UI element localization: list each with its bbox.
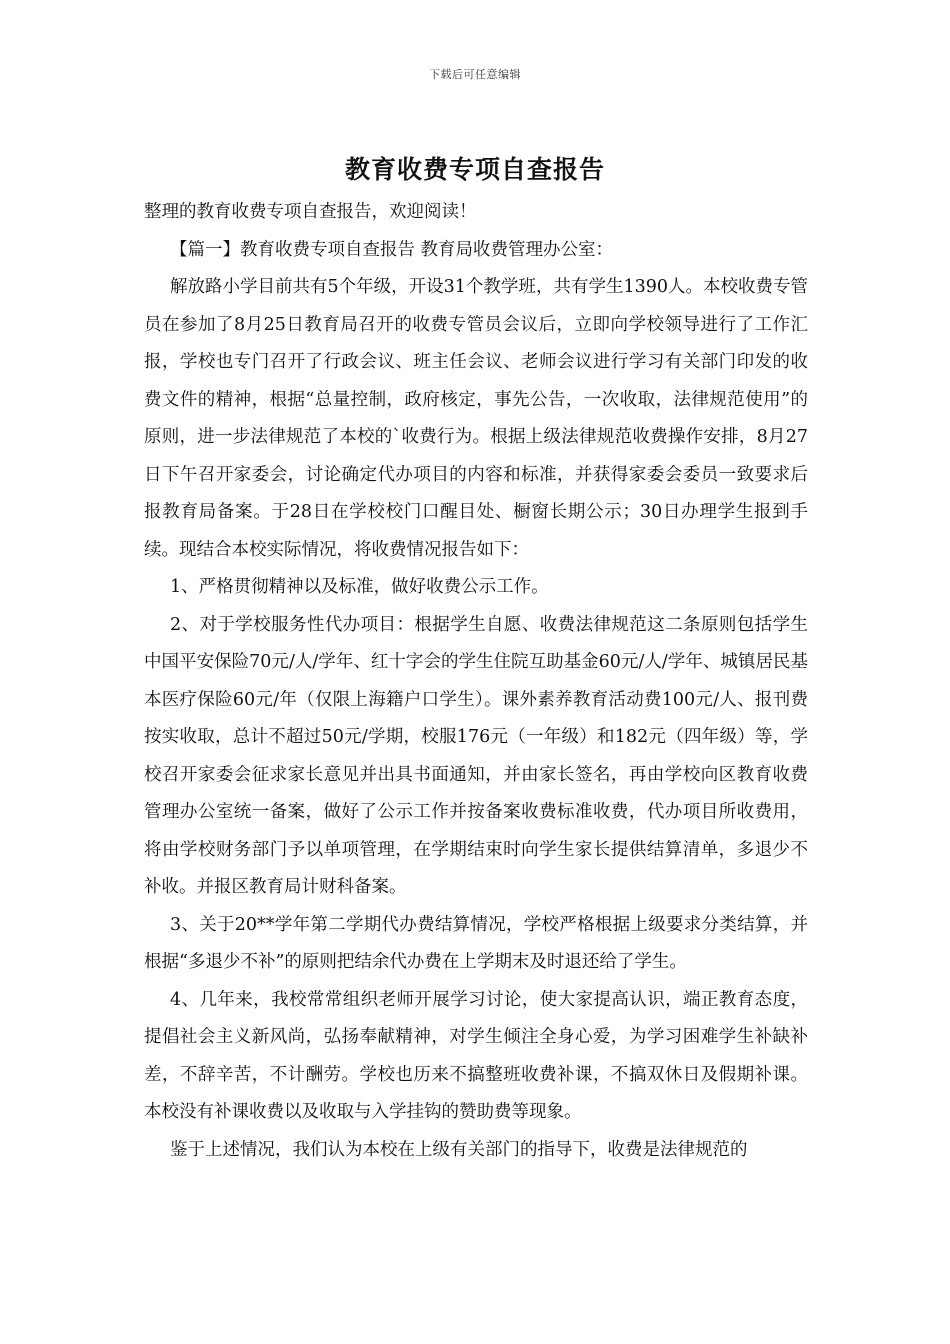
section-heading: 【篇一】教育收费专项自查报告 教育局收费管理办公室：: [170, 239, 614, 260]
conclusion-paragraph: 鉴于上述情况，我们认为本校在上级有关部门的指导下，收费是法律规范的: [170, 1139, 748, 1160]
list-item-3: 3、关于20**学年第二学期代办费结算情况，学校严格根据上级要求分类结算，并根据“多退少不补”的原则把结余代办费在上学期末及时退还给了学生。: [144, 914, 808, 972]
list-item-2: 2、对于学校服务性代办项目：根据学生自愿、收费法律规范这二条原则包括学生中国平安保险70元/人/学年、红十字会的学生住院互助基金60元/人/学年、城镇居民基本医疗保险60元/年（仅限上海籍户口学生）。课外素养教育活动费100元/人、报刊费按实收取，总计不超过50元/学期，校服176元（一年级）和182元（四年级）等，学校召开家委会征求家长意见并出具书面通知，并由家长签名，再由学校向区教育收费管理办公室统一备案，做好了公示工作并按备案收费标准收费，代办项目所收费用，将由学校财务部门予以单项管理，在学期结束时向学生家长提供结算清单，多退少不补收。并报区教育局计财科备案。: [144, 614, 808, 897]
document-body: [144, 194, 808, 1169]
list-item-4: 4、几年来，我校常常组织老师开展学习讨论，使大家提高认识，端正教育态度，提倡社会主义新风尚，弘扬奉献精神，对学生倾注全身心爱，为学习困难学生补缺补差，不辞辛苦，不计酬劳。学校也历来不搞整班收费补课，不搞双休日及假期补课。本校没有补课收费以及收取与入学挂钩的赞助费等现象。: [144, 989, 808, 1122]
list-item-1: 1、严格贯彻精神以及标准，做好收费公示工作。: [170, 577, 549, 597]
header-note: 下载后可任意编辑: [429, 68, 521, 81]
document-title: 教育收费专项自查报告: [344, 155, 605, 184]
body-paragraph: 解放路小学目前共有5个年级，开设31个教学班，共有学生1390人。本校收费专管员在参加了8月25日教育局召开的收费专管员会议后，立即向学校领导进行了工作汇报，学校也专门召开了行政会议、班主任会议、老师会议进行学习有关部门印发的收费文件的精神，根据“总量控制，政府核定，事先公告，一次收取，法律规范使用”的原则，进一步法律规范了本校的`收费行为。根据上级法律规范收费操作安排，8月27日下午召开家委会，讨论确定代办项目的内容和标准，并获得家委会委员一致要求后报教育局备案。于28日在学校校门口醒目处、橱窗长期公示；30日办理学生报到手续。现结合本校实际情况，将收费情况报告如下：: [144, 277, 808, 560]
intro-paragraph: 整理的教育收费专项自查报告，欢迎阅读！: [144, 202, 477, 222]
